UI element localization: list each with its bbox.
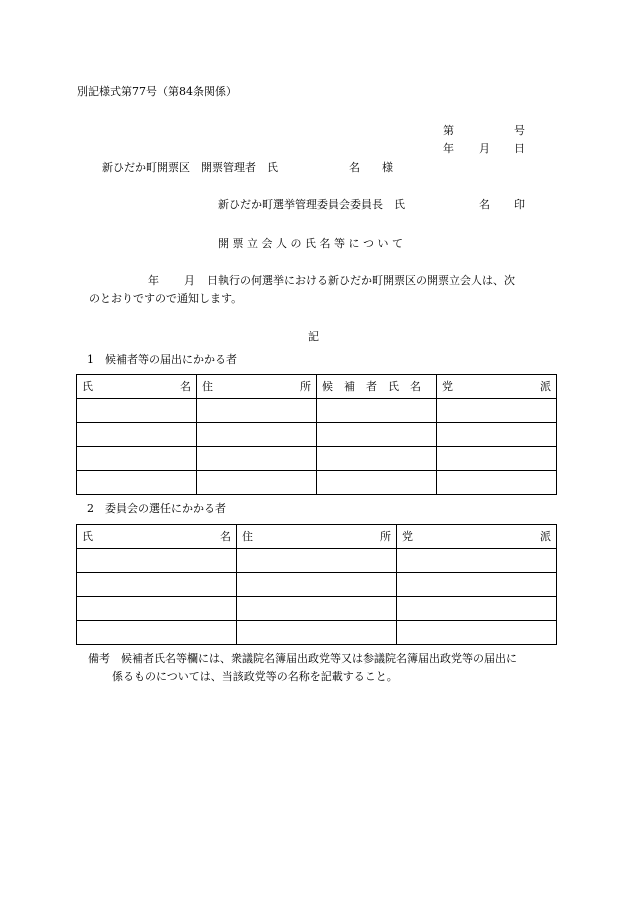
header-name-left: 氏 — [82, 530, 93, 543]
table-cell[interactable] — [437, 471, 557, 495]
addressee-honorific: 様 — [382, 161, 393, 174]
date-month: 月 — [479, 142, 490, 155]
form-id: 別記様式第77号（第84条関係） — [77, 85, 237, 98]
table-row — [77, 399, 557, 423]
table-cell[interactable] — [237, 621, 397, 645]
body-month: 月 — [184, 274, 195, 287]
sender-text: 新ひだか町選挙管理委員会委員長 氏 — [218, 198, 405, 211]
date-year: 年 — [443, 142, 454, 155]
header-party-left: 党 — [402, 530, 413, 543]
note-line1: 備考 候補者氏名等欄には、衆議院名簿届出政党等又は参議院名簿届出政党等の届出に — [88, 652, 517, 665]
header-party — [397, 525, 557, 549]
header-address-left: 住 — [242, 530, 253, 543]
number-suffix: 号 — [514, 124, 525, 137]
addressee-text: 新ひだか町開票区 開票管理者 氏 — [102, 161, 278, 174]
table-row — [77, 447, 557, 471]
header-party-right: 派 — [540, 530, 551, 543]
sender-name-char: 名 — [479, 198, 490, 211]
header-address-left: 住 — [202, 380, 213, 393]
header-party — [437, 375, 557, 399]
header-name — [77, 375, 197, 399]
table-cell[interactable] — [317, 423, 437, 447]
section1-title: 1 候補者等の届出にかかる者 — [87, 353, 237, 366]
header-name — [77, 525, 237, 549]
body-line1: 日執行の何選挙における新ひだか町開票区の開票立会人は、次 — [207, 274, 515, 287]
ki-heading: 記 — [308, 330, 319, 343]
number-prefix: 第 — [443, 124, 454, 137]
header-party-left: 党 — [442, 380, 453, 393]
table-row — [77, 573, 557, 597]
note-line2: 係るものについては、当該政党等の名称を記載すること。 — [112, 670, 398, 683]
header-address-right: 所 — [380, 530, 391, 543]
table-row — [77, 423, 557, 447]
table-header-row — [77, 525, 557, 549]
body-line2: のとおりですので通知します。 — [89, 292, 243, 305]
table-cell[interactable] — [397, 573, 557, 597]
header-name-right: 名 — [220, 530, 231, 543]
table-cell[interactable] — [237, 573, 397, 597]
table-row — [77, 471, 557, 495]
table-cell[interactable] — [397, 621, 557, 645]
header-address — [237, 525, 397, 549]
table-cell[interactable] — [77, 549, 237, 573]
table-cell[interactable] — [397, 549, 557, 573]
table-header-row — [77, 375, 557, 399]
table-cell[interactable] — [197, 471, 317, 495]
table-cell[interactable] — [77, 399, 197, 423]
table-cell[interactable] — [77, 573, 237, 597]
table-cell[interactable] — [397, 597, 557, 621]
table-cell[interactable] — [197, 447, 317, 471]
table-cell[interactable] — [77, 423, 197, 447]
header-candidate-name — [317, 375, 437, 399]
table-cell[interactable] — [437, 399, 557, 423]
header-name-right: 名 — [180, 380, 191, 393]
table-cell[interactable] — [77, 447, 197, 471]
subject: 開 票 立 会 人 の 氏 名 等 に つ い て — [218, 237, 403, 250]
table-cell[interactable] — [237, 549, 397, 573]
header-name-left: 氏 — [82, 380, 93, 393]
table-row — [77, 621, 557, 645]
table-row — [77, 549, 557, 573]
candidate-table — [76, 374, 557, 495]
table-cell[interactable] — [197, 399, 317, 423]
table-cell[interactable] — [237, 597, 397, 621]
date-day: 日 — [514, 142, 525, 155]
section2-title: 2 委員会の選任にかかる者 — [87, 502, 226, 515]
body-year: 年 — [148, 274, 159, 287]
table-cell[interactable] — [317, 399, 437, 423]
addressee-name-char: 名 — [349, 161, 360, 174]
table-cell[interactable] — [437, 423, 557, 447]
table-cell[interactable] — [317, 471, 437, 495]
header-address-right: 所 — [300, 380, 311, 393]
committee-table — [76, 524, 557, 645]
header-party-right: 派 — [540, 380, 551, 393]
table-cell[interactable] — [317, 447, 437, 471]
table-cell[interactable] — [77, 471, 197, 495]
table-cell[interactable] — [77, 597, 237, 621]
table-row — [77, 597, 557, 621]
header-address — [197, 375, 317, 399]
table-cell[interactable] — [437, 447, 557, 471]
table-cell[interactable] — [77, 621, 237, 645]
header-candidate-label: 候 補 者 氏 名 — [322, 380, 421, 393]
table-cell[interactable] — [197, 423, 317, 447]
sender-seal: 印 — [514, 198, 525, 211]
